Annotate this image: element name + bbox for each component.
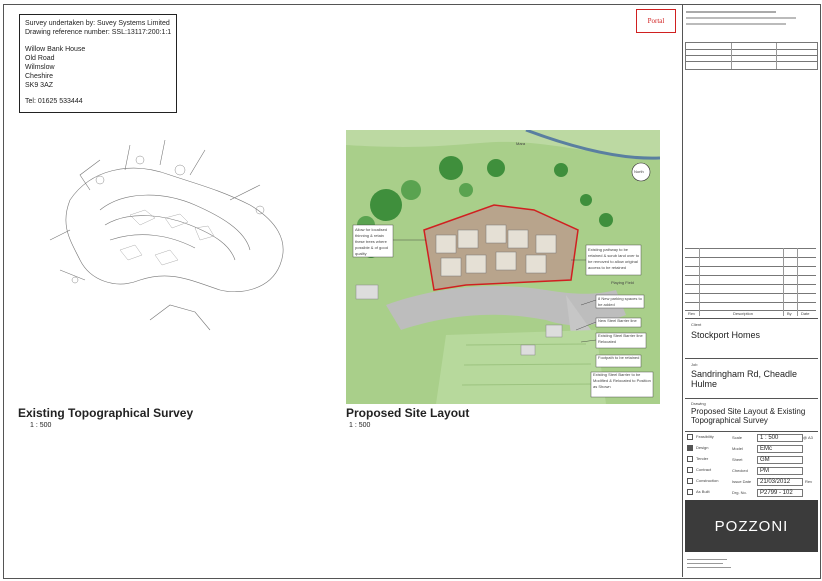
field-row-sheet [729, 454, 818, 464]
field-row-checked [729, 465, 818, 475]
right-drawing-scale: 1 : 500 [349, 422, 371, 429]
left-drawing-title: Existing Topographical Survey [18, 406, 194, 420]
status-item [687, 478, 718, 484]
status-checkbox[interactable] [687, 445, 693, 451]
client-name: Stockport Homes [691, 330, 761, 340]
status-checkbox[interactable] [687, 456, 693, 462]
revision-table [685, 248, 816, 316]
status-label: Tender [696, 456, 709, 462]
field-extra: Rev [805, 479, 813, 484]
firm-name: POZZONI [714, 517, 789, 535]
status-checkbox[interactable] [687, 489, 693, 495]
field-row-issue-date [729, 476, 818, 486]
status-label: Construction [696, 478, 719, 484]
field-row-model [729, 443, 818, 453]
field-row-scale [729, 432, 818, 442]
topographical-survey-drawing [30, 130, 310, 350]
parking-note: 8 New parking spaces to be added [598, 296, 642, 307]
surveyor-address-2: Old Road [25, 55, 55, 62]
title-block [682, 4, 820, 577]
job-label: Job [691, 362, 698, 367]
surveyor-address-1: Willow Bank House [25, 46, 86, 53]
date-header: Date [801, 311, 810, 316]
firm-logo [685, 500, 818, 552]
right-drawing-title: Proposed Site Layout [346, 406, 470, 420]
field-label: Model [732, 446, 743, 451]
marsh-label: Mara [516, 141, 526, 146]
fields-table [729, 431, 818, 498]
barrier-note: New Steel Barrier line [598, 318, 637, 323]
footpath-note: Footpath to be retained [598, 355, 640, 360]
pathway-note: Existing pathway to be retained & scrub land over to be removed to allow original access to be retained [588, 247, 640, 270]
status-label: Design [696, 445, 709, 451]
drawing-name: Proposed Site Layout & Existing Topographical Survey [691, 407, 806, 425]
trees-note: Allow for localised thinning & retain these trees where possible & of good quality [355, 227, 388, 256]
description-header: Description [733, 311, 754, 316]
portal-stamp [636, 9, 676, 33]
surveyor-address-4: Cheshire [25, 73, 54, 80]
drawing-label: Drawing [691, 401, 706, 406]
client-label: Client [691, 322, 702, 327]
field-label: Drg. No. [732, 490, 747, 495]
portal-stamp-text: Portal [647, 17, 665, 25]
drawing-section [685, 398, 818, 429]
steel-barrier-note: Existing Steel Barrier to be Modified & Relocated to Position as Shown [593, 372, 651, 389]
field-extra: @ A3 [803, 435, 813, 440]
status-item [687, 434, 714, 440]
rev-header: Rev [688, 311, 696, 316]
surveyor-line1: Survey undertaken by: Suvey Systems Limited [25, 20, 170, 27]
status-label: Contract [696, 467, 712, 473]
north-label: North [634, 169, 644, 174]
client-section [685, 318, 818, 357]
job-name: Sandringham Rd, Cheadle Hulme [691, 369, 798, 389]
field-value: 21/03/2012 [757, 478, 803, 486]
field-value: GM [757, 456, 803, 464]
left-drawing-scale: 1 : 500 [30, 422, 52, 429]
key-table [685, 42, 818, 70]
playing-field-label: Playing Field [611, 280, 634, 285]
surveyor-address-5: SK9 3AZ [25, 82, 54, 89]
status-item [687, 489, 710, 495]
surveyor-line2: Drawing reference number: SSL:13117:200:1:1 [25, 29, 172, 36]
status-label: As Built [696, 489, 710, 495]
status-checkbox[interactable] [687, 467, 693, 473]
status-item [687, 467, 711, 473]
field-value: EMc [757, 445, 803, 453]
surveyor-tel: Tel: 01625 533444 [25, 98, 83, 105]
field-value: PM [757, 467, 803, 475]
notes-area [686, 7, 817, 39]
status-list [685, 431, 729, 498]
barrier-relocated-note: Existing Steel Barrier line Relocated [598, 333, 643, 344]
field-label: Checked [732, 468, 748, 473]
job-section [685, 358, 818, 397]
surveyor-address-3: Wilmslow [25, 64, 55, 71]
surveyor-info-box [19, 14, 177, 113]
status-label: Feasibility [696, 434, 714, 440]
status-item [687, 456, 708, 462]
status-item [687, 445, 708, 451]
contact-lines [687, 556, 815, 576]
field-label: Scale [732, 435, 743, 440]
field-label: Sheet [732, 457, 743, 462]
field-value: 1 : 500 [757, 434, 803, 442]
status-checkbox[interactable] [687, 434, 693, 440]
field-row-drg-no [729, 487, 818, 497]
field-label: Issue Date [732, 479, 752, 484]
by-header: By [787, 311, 792, 316]
field-value: P2799 - 102 [757, 489, 803, 497]
status-checkbox[interactable] [687, 478, 693, 484]
